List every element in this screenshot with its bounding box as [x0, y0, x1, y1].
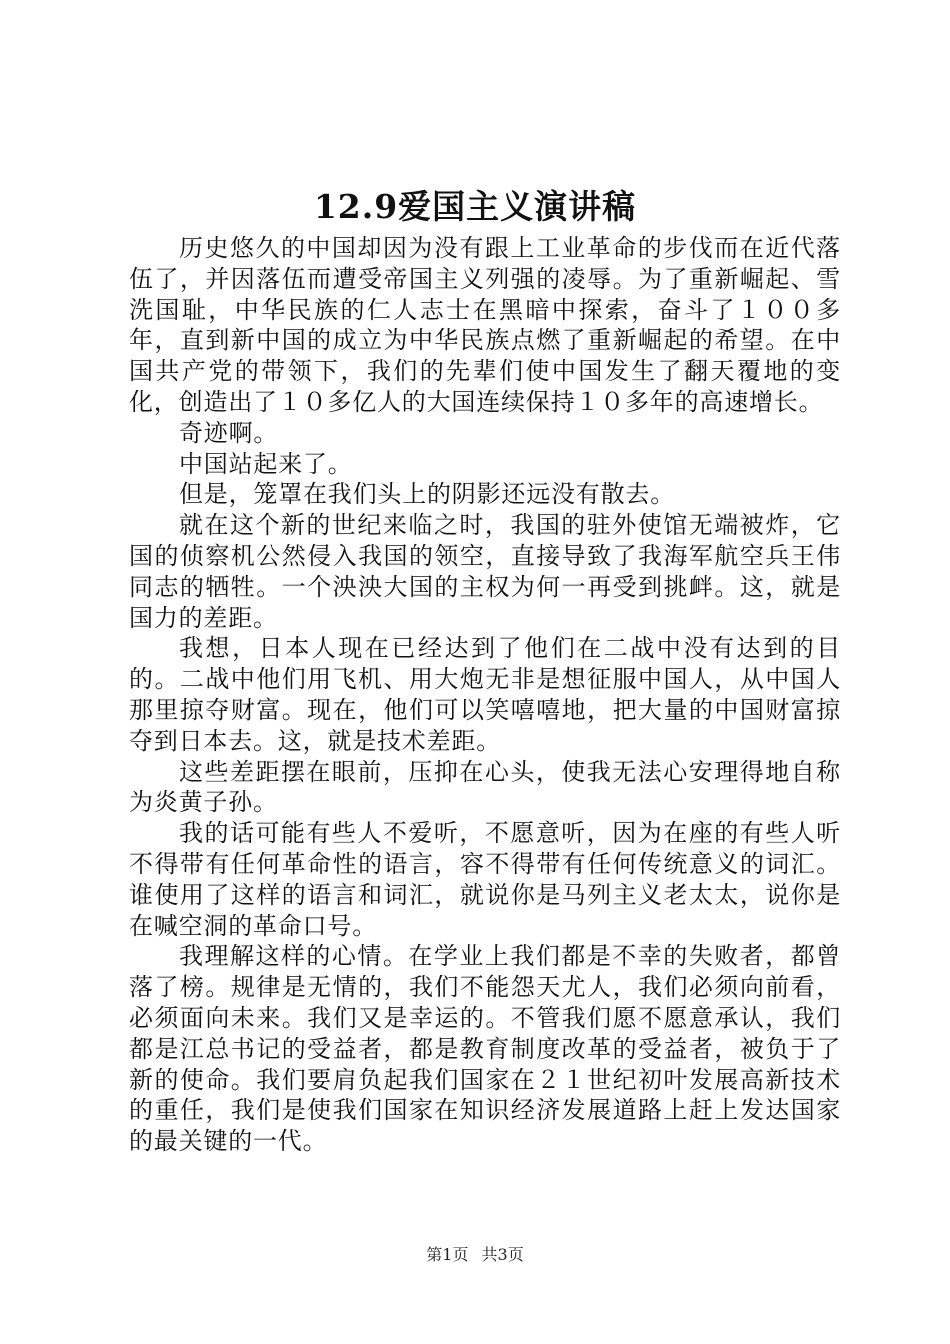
total-page-count: 共3页	[481, 1245, 524, 1264]
page-footer	[0, 1243, 950, 1267]
paragraph-1: 历史悠久的中国却因为没有跟上工业革命的步伐而在近代落伍了，并因落伍而遭受帝国主义列强的凌辱。为了重新崛起、雪洗国耻，中华民族的仁人志士在黑暗中探索，奋斗了１００多年，直到新中国的成立为中华民族点燃了重新崛起的希望。在中国共产党的带领下，我们的先辈们使中国发生了翻天覆地的变化，创造出了１０多亿人的大国连续保持１０多年的高速增长。	[129, 234, 841, 416]
paragraph-5: 就在这个新的世纪来临之时，我国的驻外使馆无端被炸，它国的侦察机公然侵入我国的领空，直接导致了我海军航空兵王伟同志的牺牲。一个泱泱大国的主权为何一再受到挑衅。这，就是国力的差距。	[129, 511, 841, 632]
paragraph-6: 我想，日本人现在已经达到了他们在二战中没有达到的目的。二战中他们用飞机、用大炮无非是想征服中国人，从中国人那里掠夺财富。现在，他们可以笑嘻嘻地，把大量的中国财富掠夺到日本去。这，就是技术差距。	[129, 634, 841, 755]
paragraph-9: 我理解这样的心情。在学业上我们都是不幸的失败者，都曾落了榜。规律是无情的，我们不能怨天尤人，我们必须向前看，必须面向未来。我们又是幸运的。不管我们愿不愿意承认，我们都是江总书记的受益者，都是教育制度改革的受益者，被负于了新的使命。我们要肩负起我们国家在２１世纪初叶发展高新技术的重任，我们是使我们国家在知识经济发展道路上赶上发达国家的最关键的一代。	[129, 942, 841, 1156]
paragraph-8: 我的话可能有些人不爱听，不愿意听，因为在座的有些人听不得带有任何革命性的语言，容不得带有任何传统意义的词汇。谁使用了这样的语言和词汇，就说你是马列主义老太太，说你是在喊空洞的革命口号。	[129, 819, 841, 940]
paragraph-7: 这些差距摆在眼前，压抑在心头，使我无法心安理得地自称为炎黄子孙。	[129, 757, 841, 817]
current-page-number: 第1页	[426, 1245, 469, 1264]
paragraph-2: 奇迹啊。	[179, 418, 279, 447]
document-body	[129, 233, 841, 1157]
paragraph-3: 中国站起来了。	[179, 449, 353, 478]
paragraph-4: 但是，笼罩在我们头上的阴影还远没有散去。	[179, 480, 675, 509]
document-title: 12.9爱国主义演讲稿	[313, 187, 637, 226]
